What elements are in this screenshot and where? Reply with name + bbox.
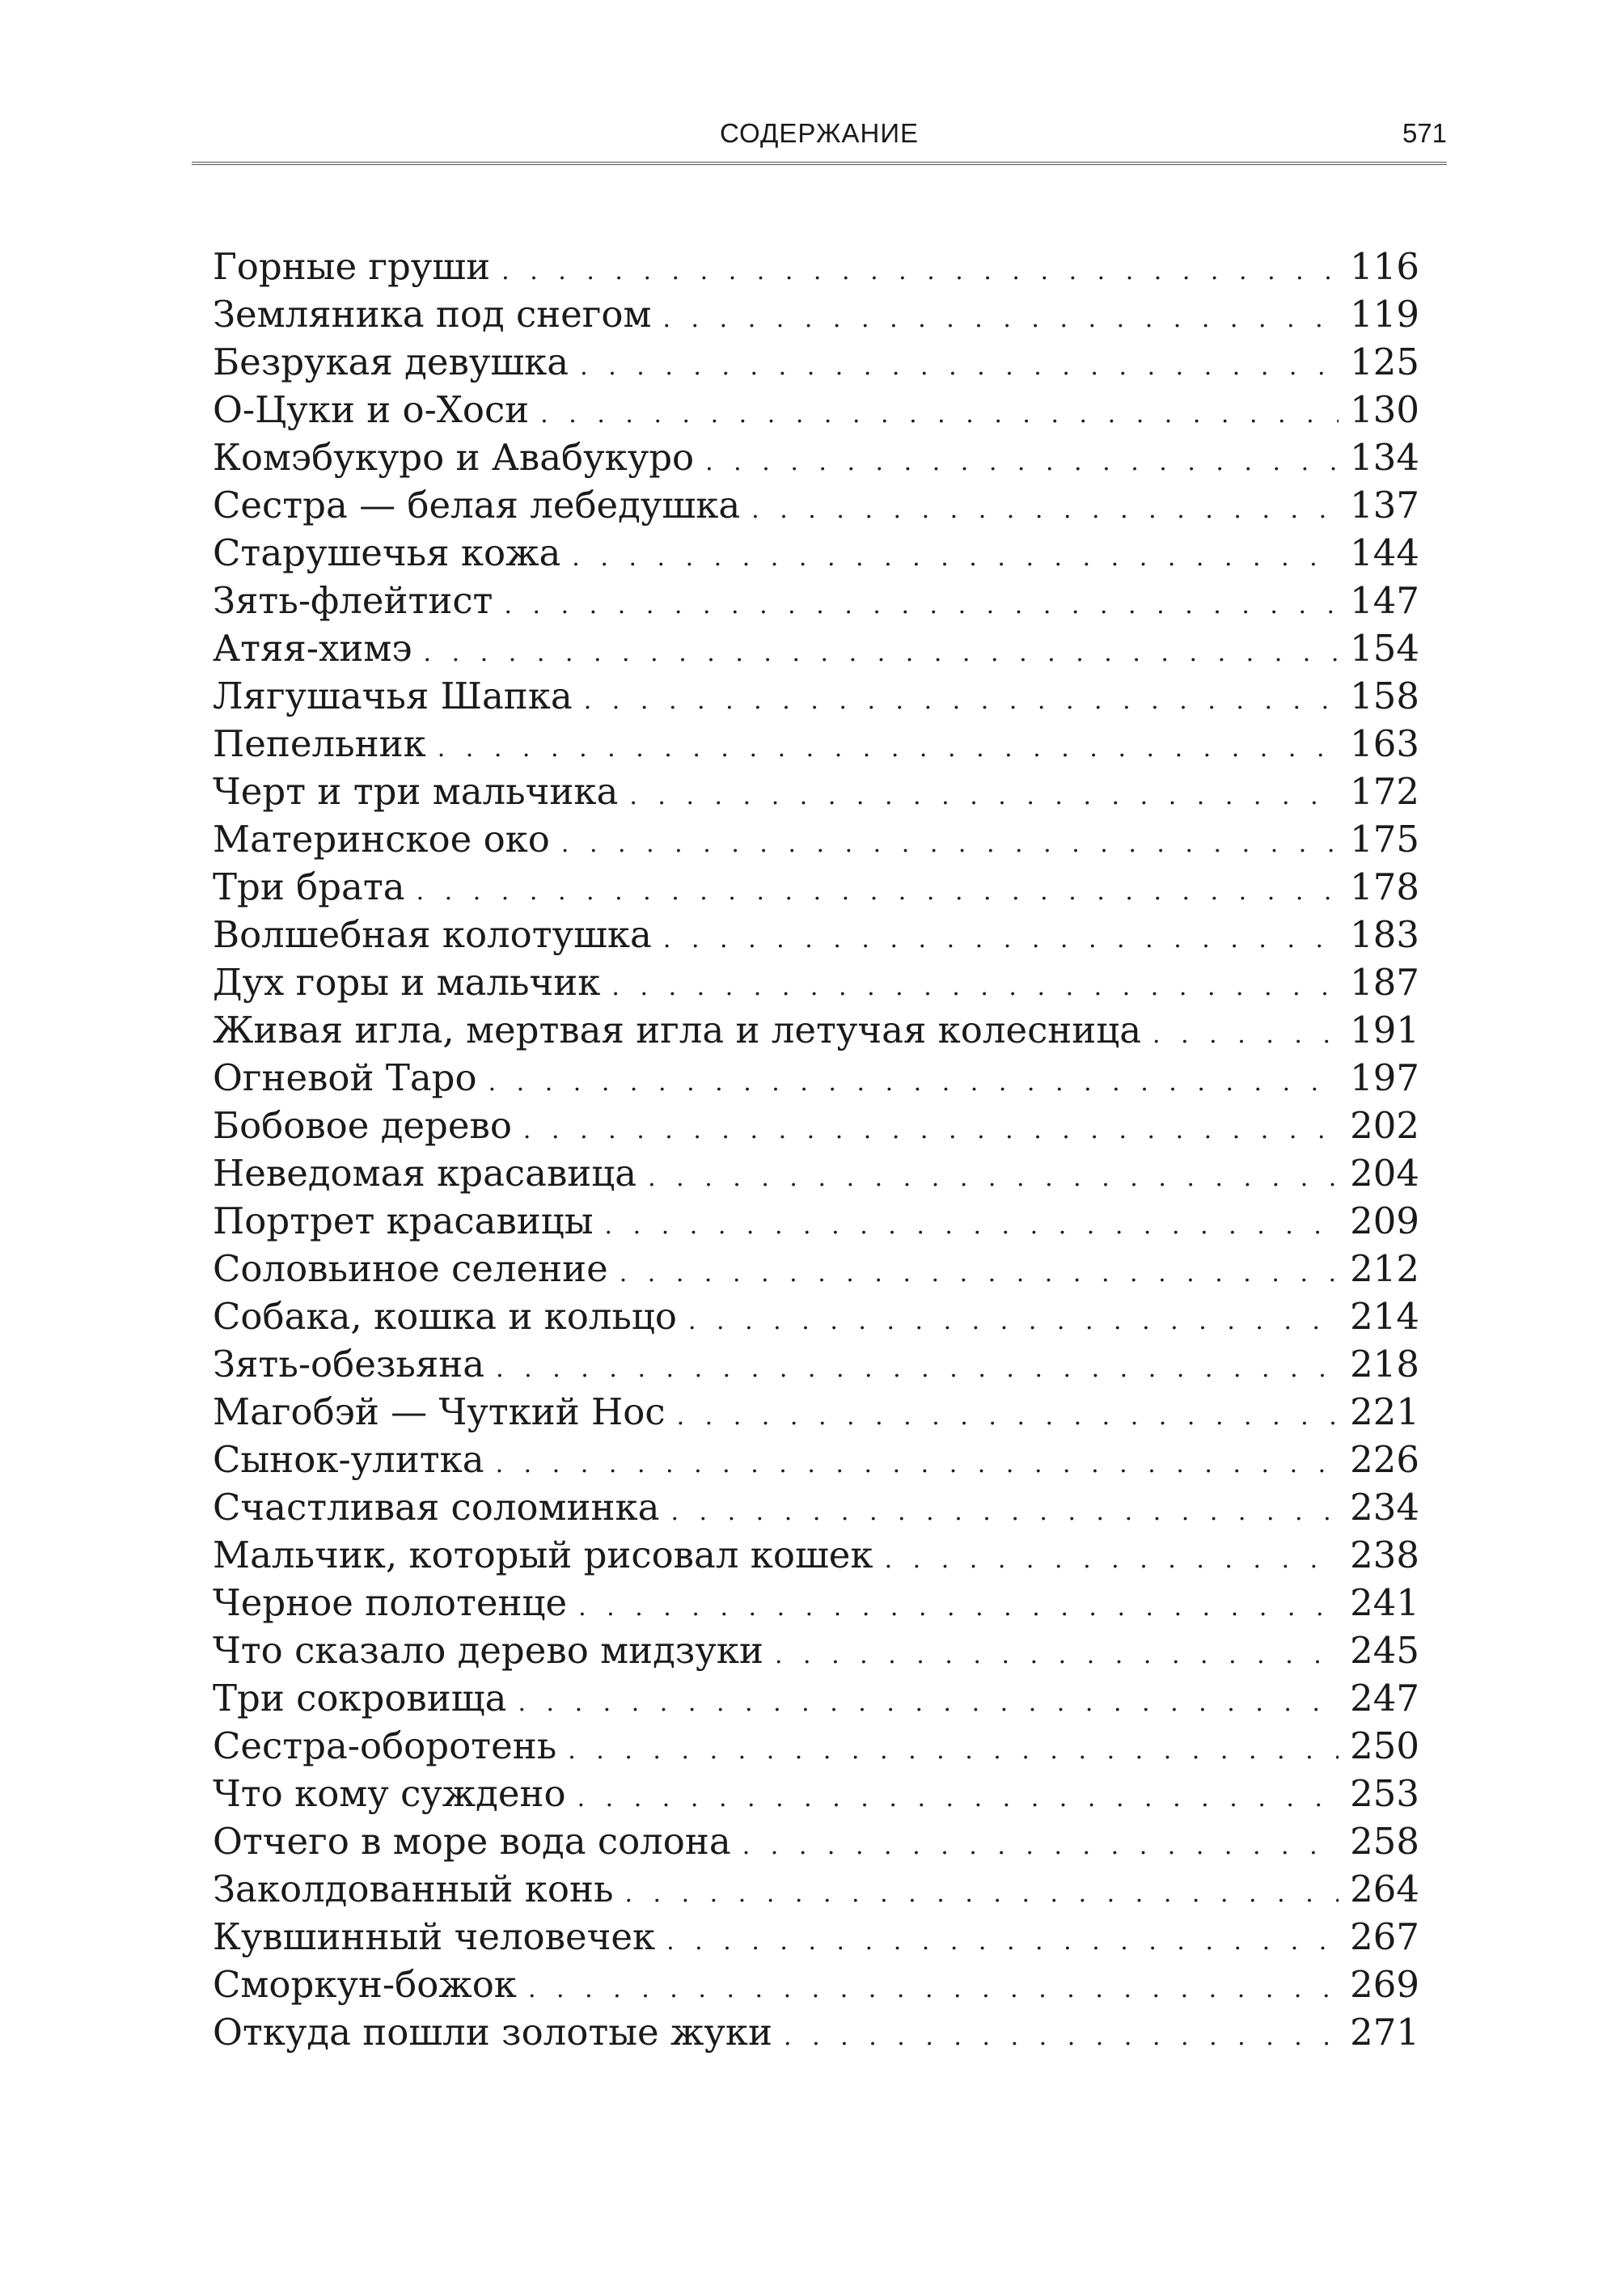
toc-dot-leader: [648, 1154, 1339, 1202]
toc-dot-leader: [578, 1584, 1339, 1631]
toc-entry-title: Волшебная колотушка: [213, 913, 652, 956]
toc-entry: [213, 1722, 1419, 1770]
toc-entry-page: 183: [1350, 913, 1419, 956]
toc-entry-page: 137: [1350, 484, 1419, 527]
toc-entry: [213, 1627, 1419, 1674]
toc-entry-page: 116: [1350, 245, 1419, 288]
toc-entry-title: Магобэй — Чуткий Нос: [213, 1390, 666, 1433]
toc-dot-leader: [496, 1345, 1339, 1393]
toc-entry-page: 218: [1350, 1343, 1419, 1386]
toc-entry-title: Комэбукуро и Авабукуро: [213, 436, 695, 479]
toc-entry-page: 154: [1350, 627, 1419, 670]
toc-dot-leader: [417, 868, 1339, 916]
toc-entry-title: Черное полотенце: [213, 1581, 568, 1624]
toc-entry-page: 241: [1350, 1581, 1419, 1624]
toc-entry-page: 147: [1350, 579, 1419, 622]
toc-entry: [213, 338, 1419, 386]
toc-entry-page: 264: [1350, 1868, 1419, 1910]
toc-entry: [213, 1865, 1419, 1913]
toc-dot-leader: [666, 1918, 1339, 1965]
toc-entry-page: 238: [1350, 1534, 1419, 1576]
toc-entry: [213, 624, 1419, 672]
toc-dot-leader: [670, 1488, 1339, 1536]
toc-entry-title: Земляника под снегом: [213, 293, 652, 336]
toc-entry-page: 178: [1350, 865, 1419, 908]
toc-entry: [213, 1913, 1419, 1961]
toc-entry: [213, 243, 1419, 290]
toc-entry: [213, 434, 1419, 481]
toc-dot-leader: [751, 486, 1339, 534]
toc-dot-leader: [438, 725, 1339, 772]
toc-dot-leader: [1152, 1011, 1339, 1059]
toc-dot-leader: [705, 438, 1339, 486]
toc-entry-title: Безрукая девушка: [213, 341, 569, 383]
toc-dot-leader: [584, 677, 1339, 725]
toc-dot-leader: [577, 1775, 1339, 1822]
toc-dot-leader: [784, 2013, 1339, 2061]
toc-entry: [213, 1770, 1419, 1817]
toc-dot-leader: [775, 1631, 1339, 1679]
toc-entry-title: Огневой Таро: [213, 1056, 477, 1099]
toc-entry: [213, 529, 1419, 577]
toc-entry-title: Дух горы и мальчик: [213, 961, 601, 1004]
toc-entry-title: Откуда пошли золотые жуки: [213, 2011, 772, 2054]
toc-entry-title: Отчего в море вода солона: [213, 1820, 731, 1863]
toc-entry-page: 204: [1350, 1152, 1419, 1195]
toc-entry-page: 175: [1350, 818, 1419, 861]
toc-dot-leader: [572, 534, 1339, 582]
toc-dot-leader: [629, 772, 1339, 820]
toc-entry-title: Что кому суждено: [213, 1772, 566, 1815]
toc-entry-title: Сморкун-божок: [213, 1963, 517, 2006]
toc-entry-page: 271: [1350, 2011, 1419, 2054]
toc-entry-title: Черт и три мальчика: [213, 770, 619, 813]
toc-entry: [213, 386, 1419, 434]
toc-entry-title: Кувшинный человечек: [213, 1915, 656, 1958]
toc-entry-title: Пепельник: [213, 722, 426, 765]
toc-entry-page: 245: [1350, 1629, 1419, 1672]
toc-entry-page: 119: [1350, 293, 1419, 336]
toc-dot-leader: [540, 391, 1339, 438]
toc-entry-page: 172: [1350, 770, 1419, 813]
toc-entry: [213, 1102, 1419, 1149]
toc-entry: [213, 1483, 1419, 1531]
toc-entry-page: 212: [1350, 1247, 1419, 1290]
toc-entry-title: Счастливая соломинка: [213, 1486, 660, 1529]
toc-dot-leader: [528, 1965, 1339, 2013]
toc-dot-leader: [662, 295, 1339, 343]
toc-entry: [213, 481, 1419, 529]
toc-dot-leader: [501, 247, 1339, 295]
toc-entry-title: Бобовое дерево: [213, 1104, 512, 1147]
toc-entry-page: 125: [1350, 341, 1419, 383]
toc-entry-page: 144: [1350, 531, 1419, 574]
toc-entry: [213, 1579, 1419, 1627]
toc-entry-title: Три сокровища: [213, 1677, 507, 1720]
toc-entry-title: Собака, кошка и кольцо: [213, 1295, 677, 1338]
toc-entry: [213, 672, 1419, 720]
toc-entry-title: Атяя-химэ: [213, 627, 412, 670]
toc-entry: [213, 290, 1419, 338]
toc-dot-leader: [885, 1536, 1339, 1584]
toc-entry: [213, 1006, 1419, 1054]
toc-entry-title: Горные груши: [213, 245, 491, 288]
toc-entry-page: 191: [1350, 1009, 1419, 1051]
toc-entry: [213, 1388, 1419, 1436]
page-number: 571: [1402, 118, 1447, 148]
toc-entry-page: 202: [1350, 1104, 1419, 1147]
toc-dot-leader: [624, 1870, 1339, 1918]
toc-dot-leader: [568, 1727, 1339, 1775]
toc-entry-title: Заколдованный конь: [213, 1868, 614, 1910]
toc-dot-leader: [611, 963, 1339, 1011]
toc-entry-page: 269: [1350, 1963, 1419, 2006]
toc-dot-leader: [742, 1822, 1339, 1870]
toc-entry-title: Неведомая красавица: [213, 1152, 637, 1195]
toc-entry-page: 226: [1350, 1438, 1419, 1481]
toc-entry-page: 187: [1350, 961, 1419, 1004]
toc-entry: [213, 1531, 1419, 1579]
toc-entry: [213, 577, 1419, 624]
toc-dot-leader: [523, 1106, 1339, 1154]
table-of-contents: [213, 243, 1419, 2056]
toc-entry-page: 221: [1350, 1390, 1419, 1433]
toc-entry-page: 209: [1350, 1199, 1419, 1242]
running-header: [192, 113, 1447, 165]
toc-entry: [213, 720, 1419, 768]
toc-entry: [213, 1340, 1419, 1388]
toc-entry: [213, 815, 1419, 863]
toc-entry-title: Живая игла, мертвая игла и летучая колесница: [213, 1009, 1142, 1051]
toc-entry: [213, 1292, 1419, 1340]
toc-dot-leader: [518, 1679, 1339, 1727]
toc-entry-title: Материнское око: [213, 818, 550, 861]
toc-dot-leader: [488, 1059, 1339, 1106]
toc-entry-page: 163: [1350, 722, 1419, 765]
toc-entry-page: 253: [1350, 1772, 1419, 1815]
running-title: СОДЕРЖАНИЕ: [719, 118, 920, 148]
toc-entry-page: 197: [1350, 1056, 1419, 1099]
toc-entry-title: Зять-обезьяна: [213, 1343, 485, 1386]
toc-entry-title: Сестра — белая лебедушка: [213, 484, 741, 527]
toc-entry-title: Мальчик, который рисовал кошек: [213, 1534, 873, 1576]
toc-entry: [213, 1197, 1419, 1245]
toc-dot-leader: [496, 1441, 1339, 1488]
toc-entry-title: Сынок-улитка: [213, 1438, 484, 1481]
toc-dot-leader: [663, 916, 1339, 963]
toc-entry-page: 258: [1350, 1820, 1419, 1863]
toc-entry-title: Лягушачья Шапка: [213, 675, 573, 717]
toc-entry: [213, 911, 1419, 958]
toc-dot-leader: [677, 1393, 1339, 1441]
toc-entry-page: 267: [1350, 1915, 1419, 1958]
toc-entry: [213, 863, 1419, 911]
toc-entry-title: Зять-флейтист: [213, 579, 493, 622]
toc-entry-title: Соловьиное селение: [213, 1247, 608, 1290]
toc-dot-leader: [580, 343, 1339, 391]
toc-dot-leader: [504, 582, 1339, 629]
toc-dot-leader: [688, 1297, 1339, 1345]
toc-entry-title: Что сказало дерево мидзуки: [213, 1629, 763, 1672]
toc-entry: [213, 768, 1419, 815]
toc-dot-leader: [605, 1202, 1339, 1250]
toc-dot-leader: [561, 820, 1339, 868]
toc-entry-page: 158: [1350, 675, 1419, 717]
toc-entry: [213, 1245, 1419, 1292]
toc-entry-page: 250: [1350, 1724, 1419, 1767]
toc-entry-page: 214: [1350, 1295, 1419, 1338]
toc-entry: [213, 1674, 1419, 1722]
toc-entry: [213, 2008, 1419, 2056]
toc-entry-title: Портрет красавицы: [213, 1199, 594, 1242]
toc-dot-leader: [424, 629, 1339, 677]
toc-entry-title: Три брата: [213, 865, 405, 908]
toc-entry: [213, 1961, 1419, 2008]
toc-entry-title: О-Цуки и о-Хоси: [213, 388, 530, 431]
toc-entry: [213, 958, 1419, 1006]
toc-entry: [213, 1149, 1419, 1197]
toc-entry-title: Сестра-оборотень: [213, 1724, 557, 1767]
toc-entry: [213, 1054, 1419, 1102]
toc-entry-page: 247: [1350, 1677, 1419, 1720]
toc-entry: [213, 1817, 1419, 1865]
toc-entry-page: 234: [1350, 1486, 1419, 1529]
toc-entry: [213, 1436, 1419, 1483]
toc-entry-title: Старушечья кожа: [213, 531, 561, 574]
toc-entry-page: 130: [1350, 388, 1419, 431]
toc-dot-leader: [620, 1250, 1339, 1297]
toc-entry-page: 134: [1350, 436, 1419, 479]
